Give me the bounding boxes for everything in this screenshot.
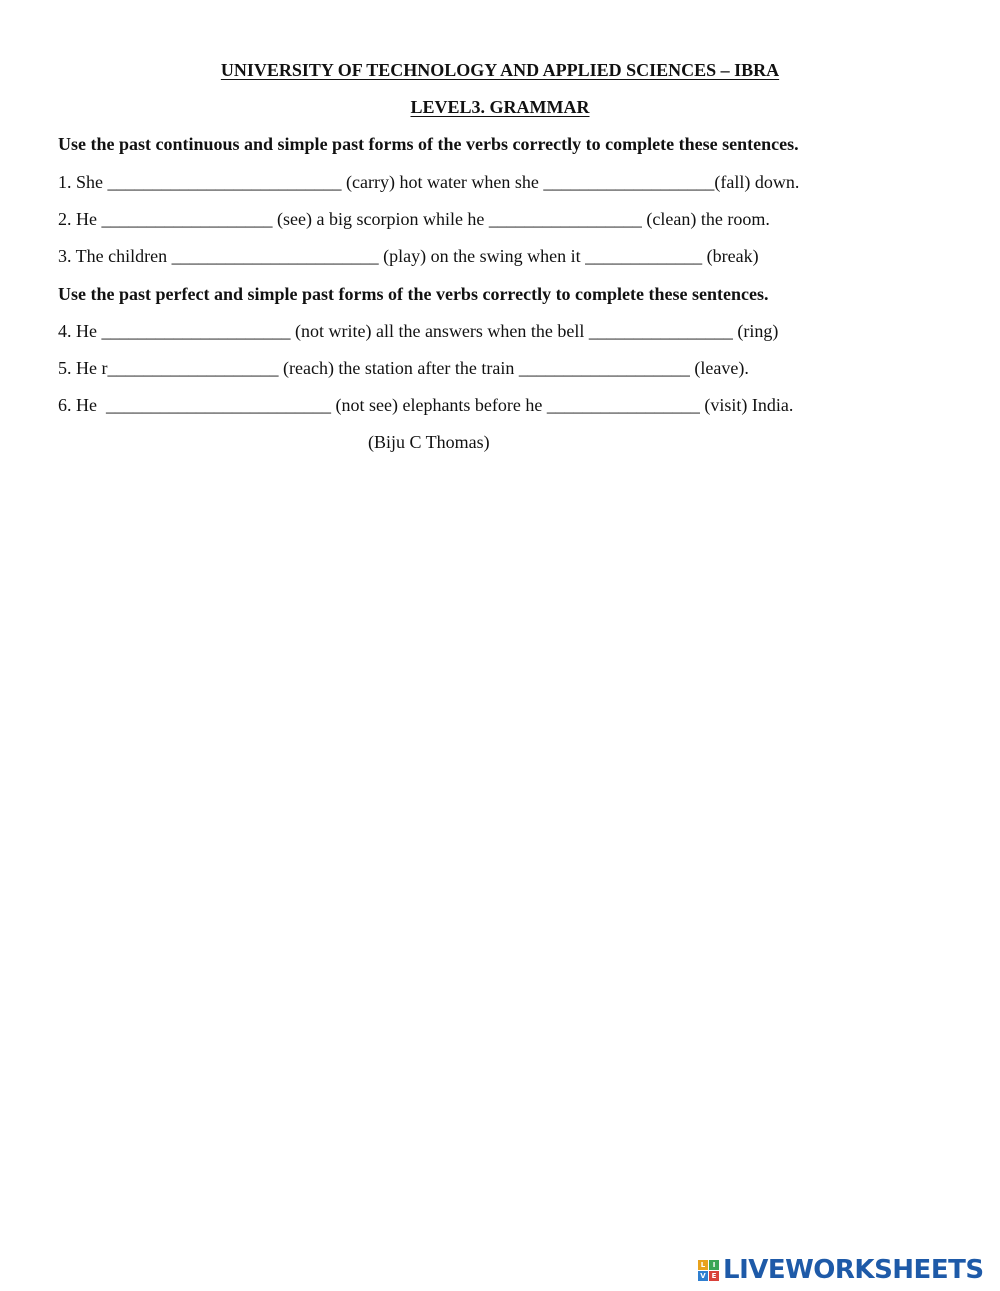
question-2: 2. He ___________________ (see) a big scorpion while he _________________ (clean) the room. bbox=[58, 209, 770, 229]
logo-letter-v: V bbox=[698, 1271, 708, 1281]
institution-title: UNIVERSITY OF TECHNOLOGY AND APPLIED SCIENCES – IBRA bbox=[220, 60, 780, 80]
question-6: 6. He _________________________ (not see) elephants before he _________________ (visit) India. bbox=[58, 395, 794, 415]
question-1: 1. She __________________________ (carry) hot water when she ___________________(fall) down. bbox=[58, 172, 800, 192]
logo-letter-e: E bbox=[709, 1271, 719, 1281]
question-4: 4. He _____________________ (not write) all the answers when the bell ________________ (ring) bbox=[58, 321, 779, 341]
brand-name: LIVEWORKSHEETS bbox=[723, 1255, 984, 1285]
section-1-instruction: Use the past continuous and simple past forms of the verbs correctly to complete these sentences. bbox=[58, 134, 799, 154]
question-5: 5. He r___________________ (reach) the station after the train ___________________ (leave). bbox=[58, 358, 749, 378]
section-2-instruction: Use the past perfect and simple past forms of the verbs correctly to complete these sentences. bbox=[58, 284, 769, 304]
liveworksheets-logo-icon bbox=[698, 1260, 719, 1281]
logo-letter-i: I bbox=[709, 1260, 719, 1270]
logo-letter-l: L bbox=[698, 1260, 708, 1270]
question-3: 3. The children _______________________ (play) on the swing when it _____________ (break) bbox=[58, 246, 759, 266]
author-credit: (Biju C Thomas) bbox=[368, 432, 490, 452]
liveworksheets-logo bbox=[698, 1255, 984, 1285]
level-title: LEVEL3. GRAMMAR bbox=[410, 97, 590, 117]
